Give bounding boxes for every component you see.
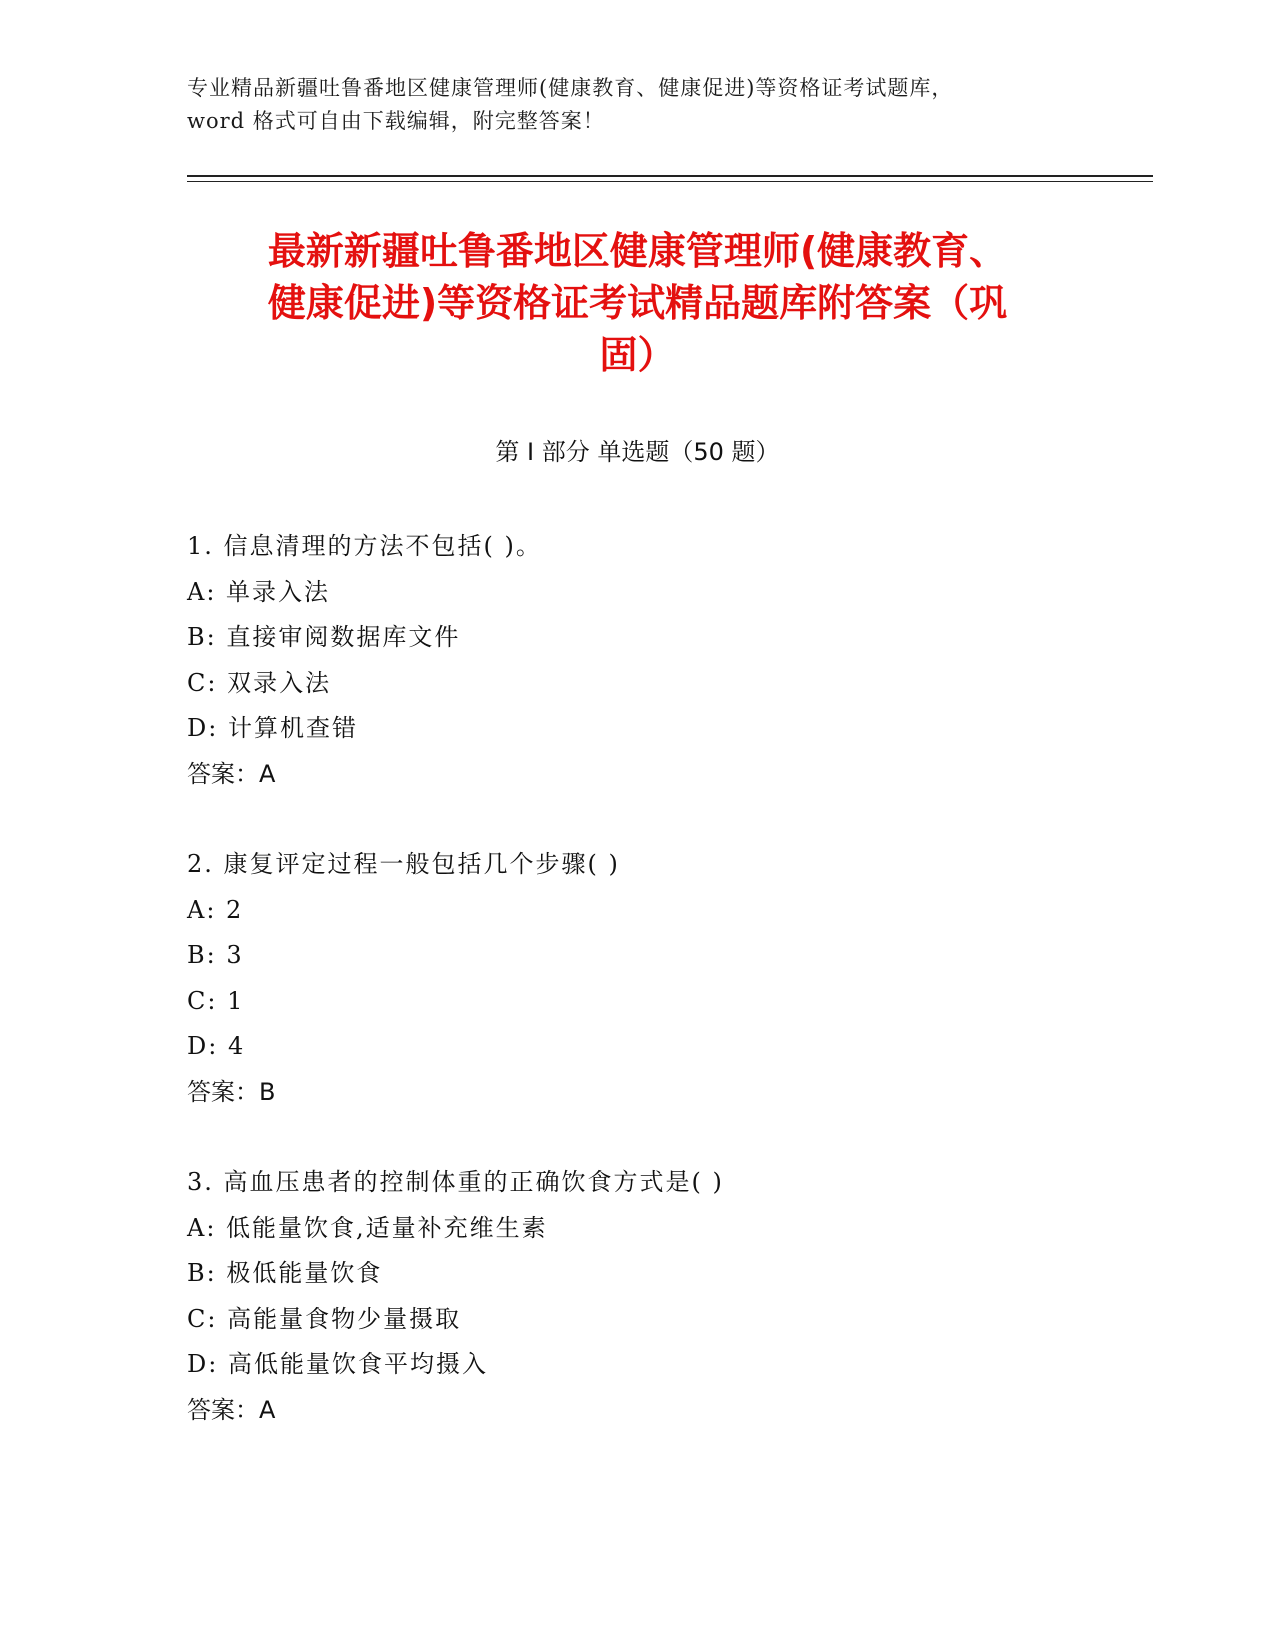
option-a: A: 2 [187,895,244,924]
answer: 答案：A [187,759,276,788]
header-note-line-1: 专业精品新疆吐鲁番地区健康管理师(健康教育、健康促进)等资格证考试题库， [187,76,954,100]
document-title-line-1: 最新新疆吐鲁番地区健康管理师(健康教育、 [267,229,1008,273]
header-divider-thick [187,175,1153,177]
header-note-line-2: word 格式可自由下载编辑，附完整答案！ [187,109,605,133]
option-b: B: 直接审阅数据库文件 [187,623,461,651]
document-title-line-2: 健康促进)等资格证考试精品题库附答案（巩 [267,281,1008,325]
option-a: A: 低能量饮食,适量补充维生素 [187,1213,548,1242]
option-d: D: 4 [187,1032,246,1060]
question-2 [187,842,1087,1115]
question-stem: 3. 高血压患者的控制体重的正确饮食方式是( ) [187,1168,724,1196]
header-divider-thin [187,181,1153,182]
option-c: C: 双录入法 [187,668,332,697]
option-d: D: 计算机查错 [187,714,358,742]
question-stem: 2. 康复评定过程一般包括几个步骤( ) [187,850,620,878]
answer: 答案：A [187,1395,276,1424]
document-title-line-3: 固） [599,333,676,377]
document-title [160,225,1115,381]
question-stem: 1. 信息清理的方法不包括( )。 [187,532,542,560]
answer: 答案：B [187,1077,276,1106]
question-1 [187,524,1087,797]
option-d: D: 高低能量饮食平均摄入 [187,1350,488,1378]
option-b: B: 极低能量饮食 [187,1259,383,1287]
header-note [187,72,1087,138]
option-c: C: 高能量食物少量摄取 [187,1304,462,1333]
option-a: A: 单录入法 [187,577,331,606]
option-b: B: 3 [187,941,244,969]
question-3 [187,1160,1087,1433]
section-heading: 第 I 部分 单选题（50 题） [495,438,780,466]
option-c: C: 1 [187,986,245,1015]
